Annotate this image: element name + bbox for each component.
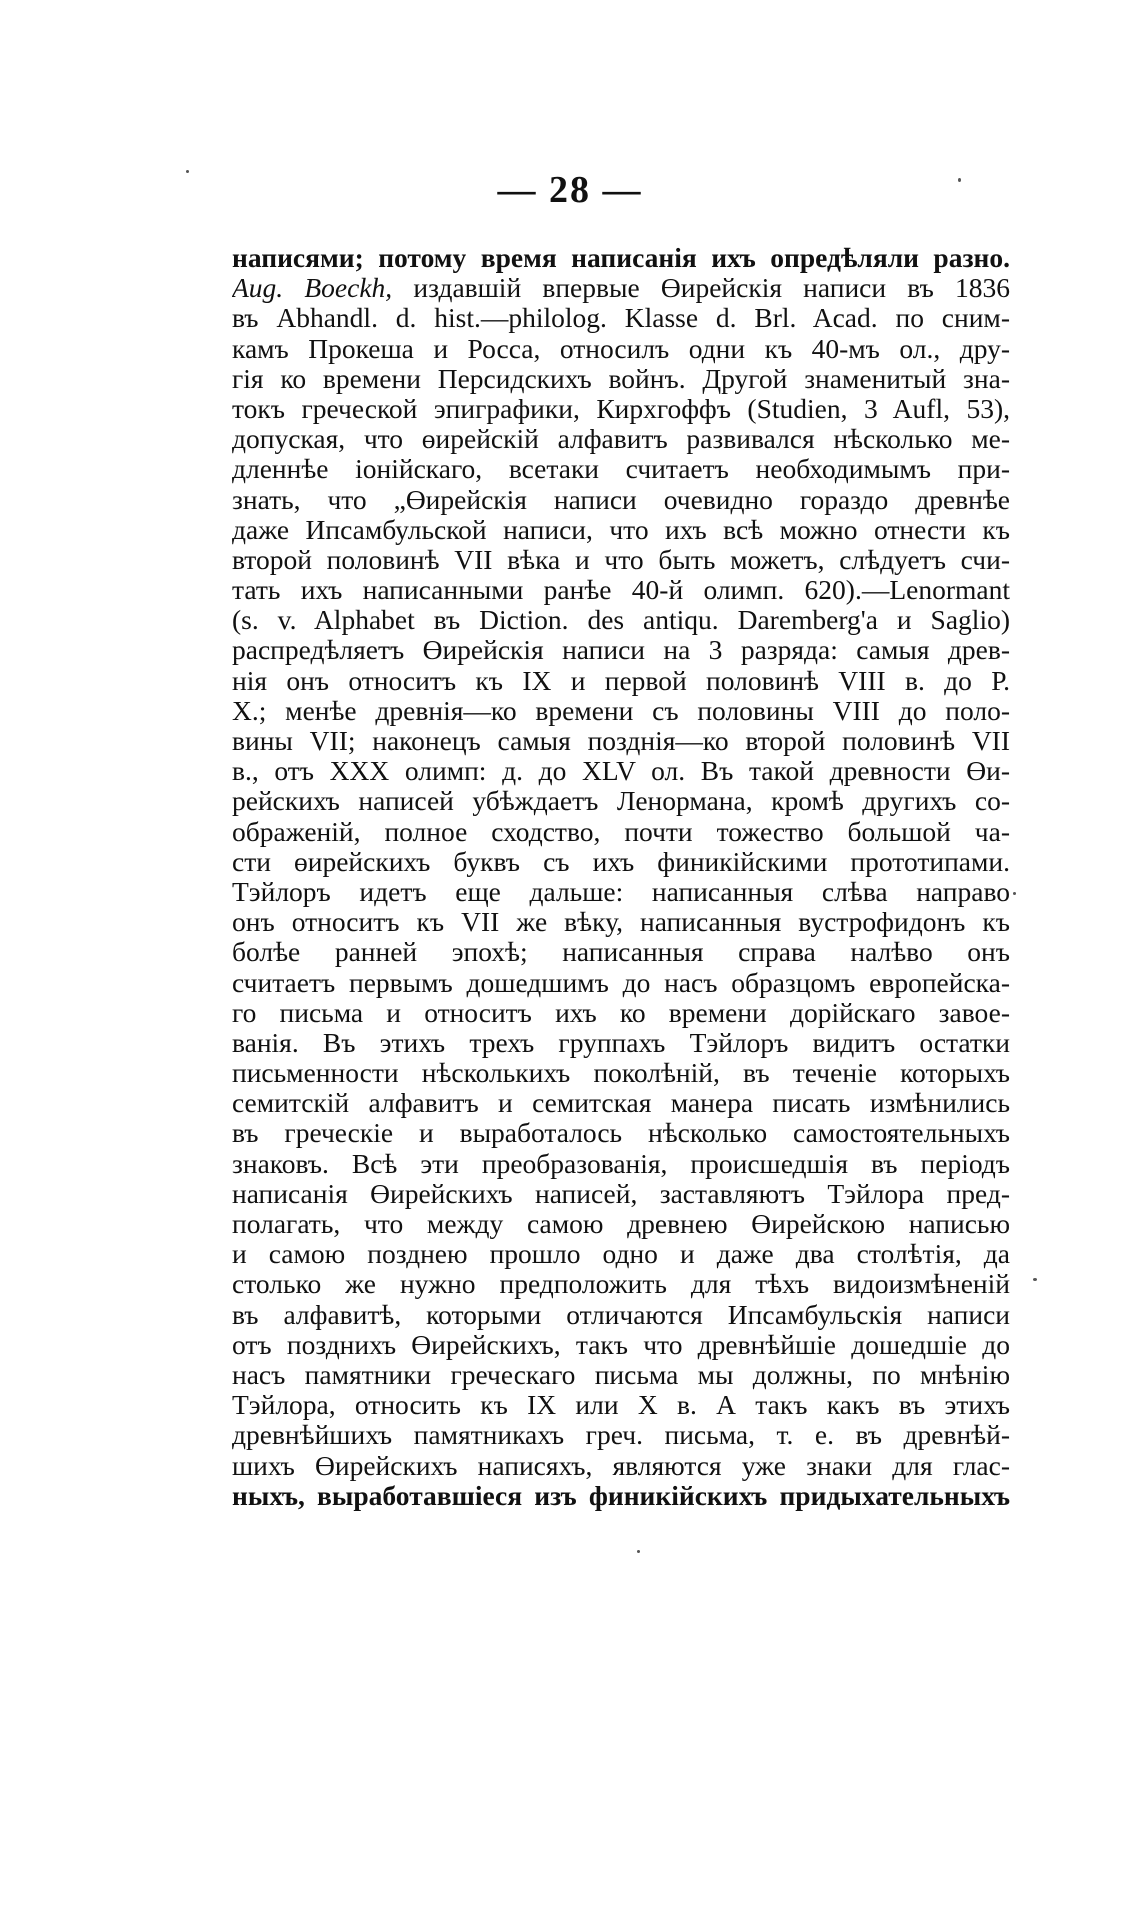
text-line: шихъ Өирейскихъ написяхъ, являются уже знаки для глас-: [232, 1450, 1010, 1481]
text-line: столько же нужно предположить для тѣхъ видоизмѣненій: [232, 1269, 1010, 1300]
text-line: письменности нѣсколькихъ поколѣній, въ теченіе которыхъ: [232, 1058, 1010, 1089]
text-line: (s. v. Alphabet въ Diction. des antiqu. Daremberg'a и Saglio): [232, 605, 1010, 636]
text-line: го письма и относитъ ихъ ко времени дорійскаго завое-: [232, 997, 1010, 1028]
text-line: знаковъ. Всѣ эти преобразованія, происшедшія въ періодъ: [232, 1148, 1010, 1179]
text-line: рейскихъ написей убѣждаетъ Ленормана, кромѣ другихъ со-: [232, 786, 1010, 817]
text-line: Тэйлоръ идетъ еще дальше: написанныя слѣва направо: [232, 876, 1010, 907]
text-line: болѣе ранней эпохѣ; написанныя справа налѣво онъ: [232, 937, 1010, 968]
text-line: въ алфавитѣ, которыми отличаются Ипсамбульскія написи: [232, 1299, 1010, 1330]
ink-speck: [1013, 892, 1016, 895]
text-line: второй половинѣ VII вѣка и что быть можетъ, слѣдуетъ счи-: [232, 544, 1010, 575]
text-line: древнѣйшихъ памятникахъ греч. письма, т. е. въ древнѣй-: [232, 1420, 1010, 1451]
text-line: въ Abhandl. d. hist.—philolog. Klasse d. Brl. Acad. по сним-: [232, 303, 1010, 334]
text-line: въ греческіе и выработалось нѣсколько самостоятельныхъ: [232, 1118, 1010, 1149]
text-line: распредѣляетъ Өирейскія написи на 3 разряда: самыя древ-: [232, 635, 1010, 666]
text-line: Тэйлора, относить къ IX или X в. А такъ какъ въ этихъ: [232, 1390, 1010, 1421]
text-line: нія онъ относитъ къ IX и первой половинѣ VIII в. до Р.: [232, 665, 1010, 696]
ink-speck: [958, 178, 961, 182]
text-line: Aug. Boeckh, издавшій впервые Өирейскія написи въ 1836: [232, 273, 1010, 304]
text-line: написанія Өирейскихъ написей, заставляютъ Тэйлора пред-: [232, 1178, 1010, 1209]
text-line: полагать, что между самою древнею Өирейскою написью: [232, 1209, 1010, 1239]
text-line: считаетъ первымъ дошедшимъ до насъ образцомъ европейска-: [232, 967, 1010, 998]
text-line: ванія. Въ этихъ трехъ группахъ Тэйлоръ видитъ остатки: [232, 1027, 1010, 1058]
text-line: дленнѣе іонійскаго, всетаки считаетъ необходимымъ при-: [232, 454, 1010, 485]
text-body: [232, 243, 1010, 1511]
text-line: камъ Прокеша и Росса, относилъ одни къ 40-мъ ол., дру-: [232, 333, 1010, 364]
ink-speck: [637, 1550, 640, 1553]
text-line: знать, что „Өирейскія написи очевидно гораздо древнѣе: [232, 484, 1010, 515]
text-line: Х.; менѣе древнія—ко времени съ половины VIII до поло-: [232, 695, 1010, 726]
text-line: вины VII; наконецъ самыя позднія—ко второй половинѣ VII: [232, 726, 1010, 756]
text-line: даже Ипсамбульской написи, что ихъ всѣ можно отнести къ: [232, 514, 1010, 545]
text-line: ображеній, полное сходство, почти тожество большой ча-: [232, 816, 1010, 847]
text-line: насъ памятники греческаго письма мы должны, по мнѣнію: [232, 1359, 1010, 1390]
text-line: и самою позднею прошло одно и даже два столѣтія, да: [232, 1239, 1010, 1270]
text-line: отъ позднихъ Өирейскихъ, такъ что древнѣйшіе дошедшіе до: [232, 1329, 1010, 1360]
text-line: допуская, что өирейскій алфавитъ развивался нѣсколько ме-: [232, 424, 1010, 455]
text-line: ныхъ, выработавшіеся изъ финикійскихъ придыхательныхъ: [232, 1480, 1010, 1511]
text-line: в., отъ XXX олимп: д. до XLV ол. Въ такой древности Өи-: [232, 756, 1010, 787]
text-line: гія ко времени Персидскихъ войнъ. Другой знаменитый зна-: [232, 363, 1010, 394]
page-number: — 28 —: [497, 169, 643, 211]
ink-speck: [1033, 1278, 1037, 1281]
text-line: сти өирейскихъ буквъ съ ихъ финикійскими прототипами.: [232, 846, 1010, 877]
text-line: онъ относитъ къ VII же вѣку, написанныя вустрофидонъ къ: [232, 907, 1010, 938]
text-line: семитскій алфавитъ и семитская манера писать измѣнились: [232, 1088, 1010, 1119]
text-line: написями; потому время написанія ихъ опредѣляли разно.: [232, 243, 1010, 273]
ink-speck: [186, 170, 189, 173]
text-line: тать ихъ написанными ранѣе 40-й олимп. 620).—Lenormant: [232, 575, 1010, 606]
text-line: токъ греческой эпиграфики, Кирхгоффъ (Studien, 3 Aufl, 53),: [232, 393, 1010, 424]
